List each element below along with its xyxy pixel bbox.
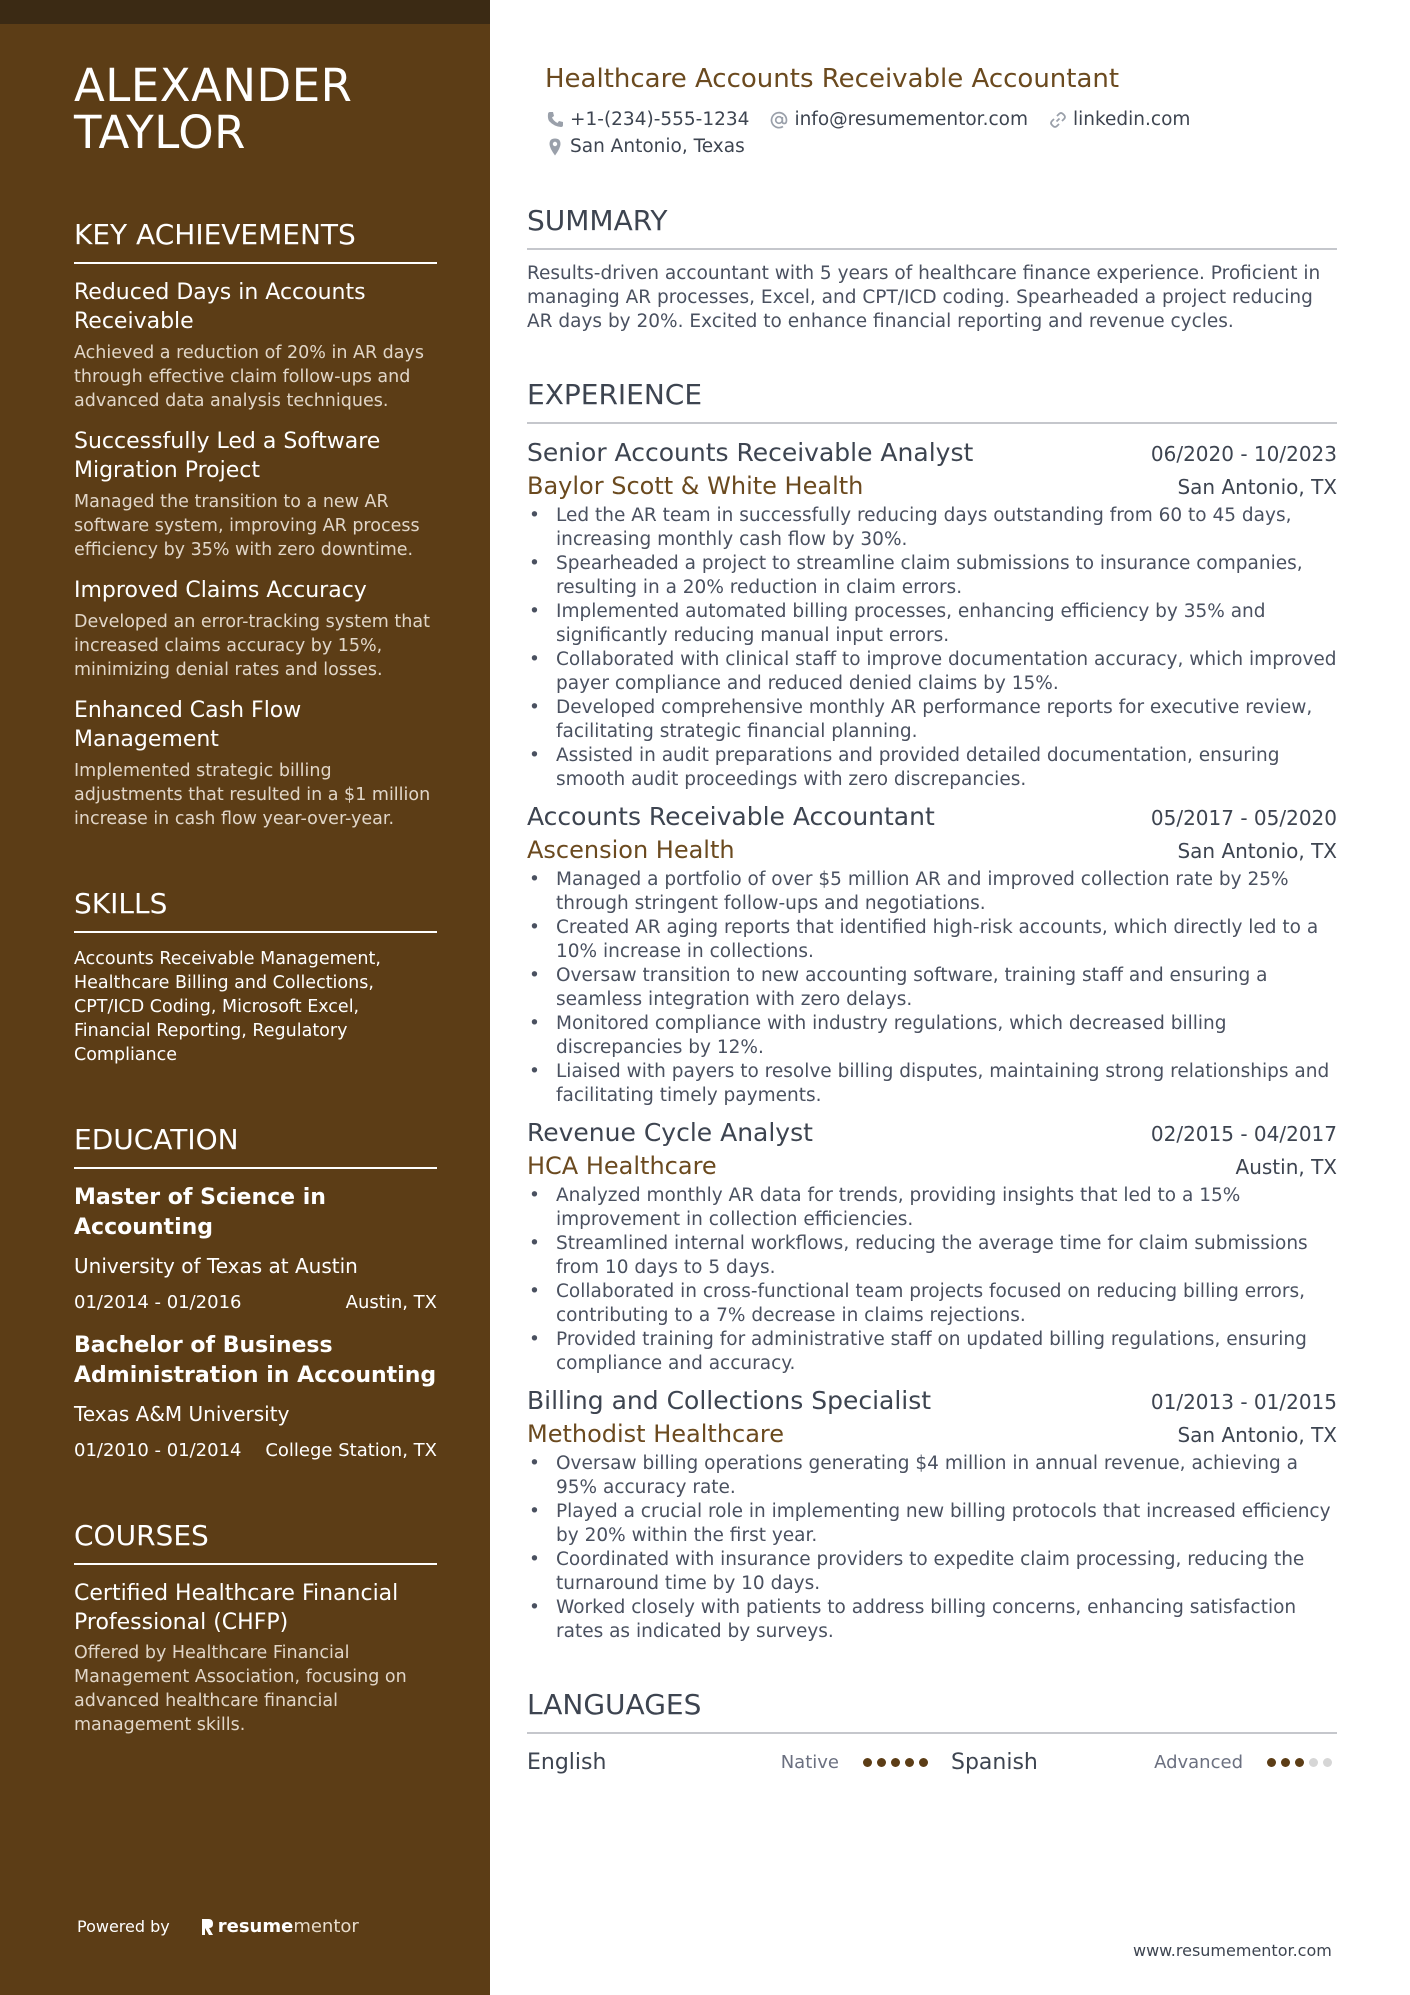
sidebar — [0, 0, 490, 1995]
job-bullet: • Worked closely with patients to address billing concerns, enhancing satisfaction rates as indicated by surveys. — [527, 1596, 1337, 1644]
powered-by-label: Powered by — [77, 1917, 170, 1936]
contact-location — [545, 136, 745, 157]
job-bullet: • Provided training for administrative staff on updated billing regulations, ensuring compliance and accuracy. — [527, 1328, 1337, 1376]
powered-by — [77, 1916, 359, 1937]
job-company: Methodist Healthcare — [527, 1420, 785, 1448]
name-line-2: TAYLOR — [74, 106, 246, 159]
language-item — [527, 1750, 951, 1775]
course-title: Certified Healthcare Financial Professional (CHFP) — [74, 1581, 399, 1635]
linkedin-text: linkedin.com — [1072, 109, 1191, 130]
job-company: Baylor Scott & White Health — [527, 472, 864, 500]
proficiency-dot-filled — [919, 1758, 928, 1767]
course-description: Offered by Healthcare Financial Management Association, focusing on advanced healthcare financial management skills. — [74, 1643, 407, 1735]
job-subheader — [527, 470, 1337, 502]
job-title: Accounts Receivable Accountant — [527, 802, 935, 831]
courses-section — [74, 1519, 437, 1737]
contact-row — [545, 133, 1337, 160]
job-bullets — [527, 504, 1337, 792]
phone-icon — [545, 110, 565, 130]
job-bullet: • Managed a portfolio of over $5 million AR and improved collection rate by 25% through stringent follow-ups and negotiations. — [527, 868, 1337, 916]
job-entry — [527, 1116, 1337, 1376]
proficiency-dot-empty — [1323, 1758, 1332, 1767]
education-section — [74, 1123, 437, 1463]
proficiency-dot-empty — [1309, 1758, 1318, 1767]
language-level: Native — [780, 1751, 839, 1773]
job-title: Revenue Cycle Analyst — [527, 1118, 813, 1147]
job-bullet: • Analyzed monthly AR data for trends, providing insights that led to a 15% improvement in collection efficiencies. — [527, 1184, 1337, 1232]
location-pin-icon — [545, 137, 565, 157]
main-content — [527, 62, 1337, 1778]
job-header — [527, 1384, 1337, 1418]
job-bullet: • Implemented automated billing processes, enhancing efficiency by 35% and significantly reducing manual input errors. — [527, 600, 1337, 648]
education-school: Texas A&M University — [74, 1402, 290, 1426]
summary-heading: SUMMARY — [527, 204, 1337, 250]
education-meta — [74, 1291, 437, 1315]
achievement-description: Implemented strategic billing adjustments that resulted in a $1 million increase in cash flow year-over-year. — [74, 761, 431, 829]
job-dates: 01/2013 - 01/2015 — [1150, 1390, 1337, 1414]
footer-url[interactable]: www.resumementor.com — [1133, 1941, 1332, 1960]
job-entry — [527, 1384, 1337, 1644]
job-bullet: • Oversaw transition to new accounting software, training staff and ensuring a seamless integration with zero delays. — [527, 964, 1337, 1012]
skills-heading: SKILLS — [74, 887, 437, 933]
courses-heading: COURSES — [74, 1519, 437, 1565]
brand-mark-icon — [200, 1917, 214, 1937]
contact-phone[interactable] — [545, 109, 749, 130]
job-bullet: • Led the AR team in successfully reducing days outstanding from 60 to 45 days, increasing monthly cash flow by 30%. — [527, 504, 1337, 552]
job-bullet: • Monitored compliance with industry regulations, which decreased billing discrepancies by 12%. — [527, 1012, 1337, 1060]
job-bullets — [527, 868, 1337, 1108]
job-location: Austin, TX — [1235, 1155, 1337, 1179]
contact-linkedin[interactable] — [1048, 109, 1190, 130]
language-level: Advanced — [1154, 1751, 1243, 1773]
languages-section — [527, 1688, 1337, 1778]
job-subheader — [527, 834, 1337, 866]
job-dates: 06/2020 - 10/2023 — [1150, 442, 1337, 466]
proficiency-dot-filled — [1295, 1758, 1304, 1767]
education-school: University of Texas at Austin — [74, 1254, 358, 1278]
job-header — [527, 1116, 1337, 1150]
education-dates: 01/2010 - 01/2014 — [74, 1440, 242, 1461]
contact-info — [545, 106, 1337, 160]
languages-heading: LANGUAGES — [527, 1688, 1337, 1734]
experience-section — [527, 378, 1337, 1644]
proficiency-dot-filled — [1281, 1758, 1290, 1767]
job-header — [527, 800, 1337, 834]
language-name: English — [527, 1749, 607, 1775]
job-dates: 02/2015 - 04/2017 — [1150, 1122, 1337, 1146]
proficiency-dot-filled — [877, 1758, 886, 1767]
sidebar-content — [74, 59, 437, 1737]
language-item — [951, 1750, 1337, 1775]
language-name: Spanish — [951, 1749, 1038, 1775]
brand-logo[interactable] — [200, 1916, 359, 1937]
experience-heading: EXPERIENCE — [527, 378, 1337, 424]
achievements-section — [74, 218, 437, 831]
education-degree: Master of Science in Accounting — [74, 1185, 326, 1240]
achievement-description: Achieved a reduction of 20% in AR days through effective claim follow-ups and advanced data analysis techniques. — [74, 343, 424, 411]
contact-row — [545, 106, 1337, 133]
achievement-title: Improved Claims Accuracy — [74, 578, 367, 603]
phone-text: +1-(234)-555-1234 — [570, 109, 750, 130]
job-bullet: • Oversaw billing operations generating $4 million in annual revenue, achieving a 95% accuracy rate. — [527, 1452, 1337, 1500]
job-location: San Antonio, TX — [1177, 475, 1337, 499]
link-icon — [1048, 110, 1068, 130]
language-proficiency-dots — [863, 1758, 933, 1767]
candidate-name — [74, 59, 437, 159]
job-bullet: • Collaborated with clinical staff to improve documentation accuracy, which improved payer compliance and reduced denied claims by 15%. — [527, 648, 1337, 696]
job-bullet: • Collaborated in cross-functional team projects focused on reducing billing errors, contributing to a 7% decrease in claims rejections. — [527, 1280, 1337, 1328]
job-company: Ascension Health — [527, 836, 735, 864]
job-bullets — [527, 1452, 1337, 1644]
email-text: info@resumementor.com — [794, 109, 1028, 130]
achievement-description: Managed the transition to a new AR software system, improving AR process efficiency by 35% with zero downtime. — [74, 492, 420, 560]
achievement-title: Enhanced Cash Flow Management — [74, 698, 302, 752]
education-heading: EDUCATION — [74, 1123, 437, 1169]
proficiency-dot-filled — [891, 1758, 900, 1767]
job-title: Billing and Collections Specialist — [527, 1386, 932, 1415]
job-title: Senior Accounts Receivable Analyst — [527, 438, 974, 467]
job-bullets — [527, 1184, 1337, 1376]
job-header — [527, 436, 1337, 470]
job-subheader — [527, 1150, 1337, 1182]
job-company: HCA Healthcare — [527, 1152, 717, 1180]
achievements-heading: KEY ACHIEVEMENTS — [74, 218, 437, 264]
education-meta — [74, 1439, 437, 1463]
summary-section — [527, 204, 1337, 334]
job-target-title: Healthcare Accounts Receivable Accountant — [545, 64, 1120, 94]
job-bullet: • Played a crucial role in implementing new billing protocols that increased efficiency by 20% within the first year. — [527, 1500, 1337, 1548]
education-location: Austin, TX — [345, 1292, 437, 1313]
job-bullet: • Spearheaded a project to streamline claim submissions to insurance companies, resulting in a 20% reduction in claim errors. — [527, 552, 1337, 600]
proficiency-dot-filled — [905, 1758, 914, 1767]
proficiency-dot-filled — [863, 1758, 872, 1767]
at-sign-icon — [769, 110, 789, 130]
language-proficiency-dots — [1267, 1758, 1337, 1767]
summary-text: Results-driven accountant with 5 years of healthcare finance experience. Proficient in managing AR processes, Excel, and CPT/ICD coding. Spearheaded a project reducing AR days by 20%. Excited to enhance financial reporting and revenue cycles. — [527, 263, 1321, 332]
job-bullet: • Developed comprehensive monthly AR performance reports for executive review, facilitating strategic financial planning. — [527, 696, 1337, 744]
job-location: San Antonio, TX — [1177, 1423, 1337, 1447]
achievement-title: Reduced Days in Accounts Receivable — [74, 280, 366, 334]
education-degree: Bachelor of Business Administration in Accounting — [74, 1333, 437, 1388]
brand-name-light: mentor — [293, 1916, 359, 1937]
achievement-title: Successfully Led a Software Migration Project — [74, 429, 381, 483]
job-entry — [527, 800, 1337, 1108]
education-location: College Station, TX — [265, 1440, 437, 1461]
proficiency-dot-filled — [1267, 1758, 1276, 1767]
contact-email[interactable] — [769, 109, 1028, 130]
job-location: San Antonio, TX — [1177, 839, 1337, 863]
job-dates: 05/2017 - 05/2020 — [1150, 806, 1337, 830]
sidebar-top-bar — [0, 0, 490, 24]
name-line-1: ALEXANDER — [74, 59, 353, 112]
job-subheader — [527, 1418, 1337, 1450]
skills-list: Accounts Receivable Management, Healthcare Billing and Collections, CPT/ICD Coding, Microsoft Excel, Financial Reporting, Regulatory Compliance — [74, 949, 381, 1065]
location-text: San Antonio, Texas — [570, 136, 745, 157]
job-bullet: • Coordinated with insurance providers to expedite claim processing, reducing the turnaround time by 10 days. — [527, 1548, 1337, 1596]
job-bullet: • Streamlined internal workflows, reducing the average time for claim submissions from 10 days to 5 days. — [527, 1232, 1337, 1280]
job-bullet: • Assisted in audit preparations and provided detailed documentation, ensuring smooth audit proceedings with zero discrepancies. — [527, 744, 1337, 792]
languages-row — [527, 1746, 1337, 1778]
brand-name-bold: resume — [217, 1916, 294, 1937]
skills-section — [74, 887, 437, 1067]
education-dates: 01/2014 - 01/2016 — [74, 1292, 242, 1313]
job-entry — [527, 436, 1337, 792]
job-bullet: • Liaised with payers to resolve billing disputes, maintaining strong relationships and facilitating timely payments. — [527, 1060, 1337, 1108]
job-bullet: • Created AR aging reports that identified high-risk accounts, which directly led to a 10% increase in collections. — [527, 916, 1337, 964]
achievement-description: Developed an error-tracking system that increased claims accuracy by 15%, minimizing denial rates and losses. — [74, 612, 430, 680]
